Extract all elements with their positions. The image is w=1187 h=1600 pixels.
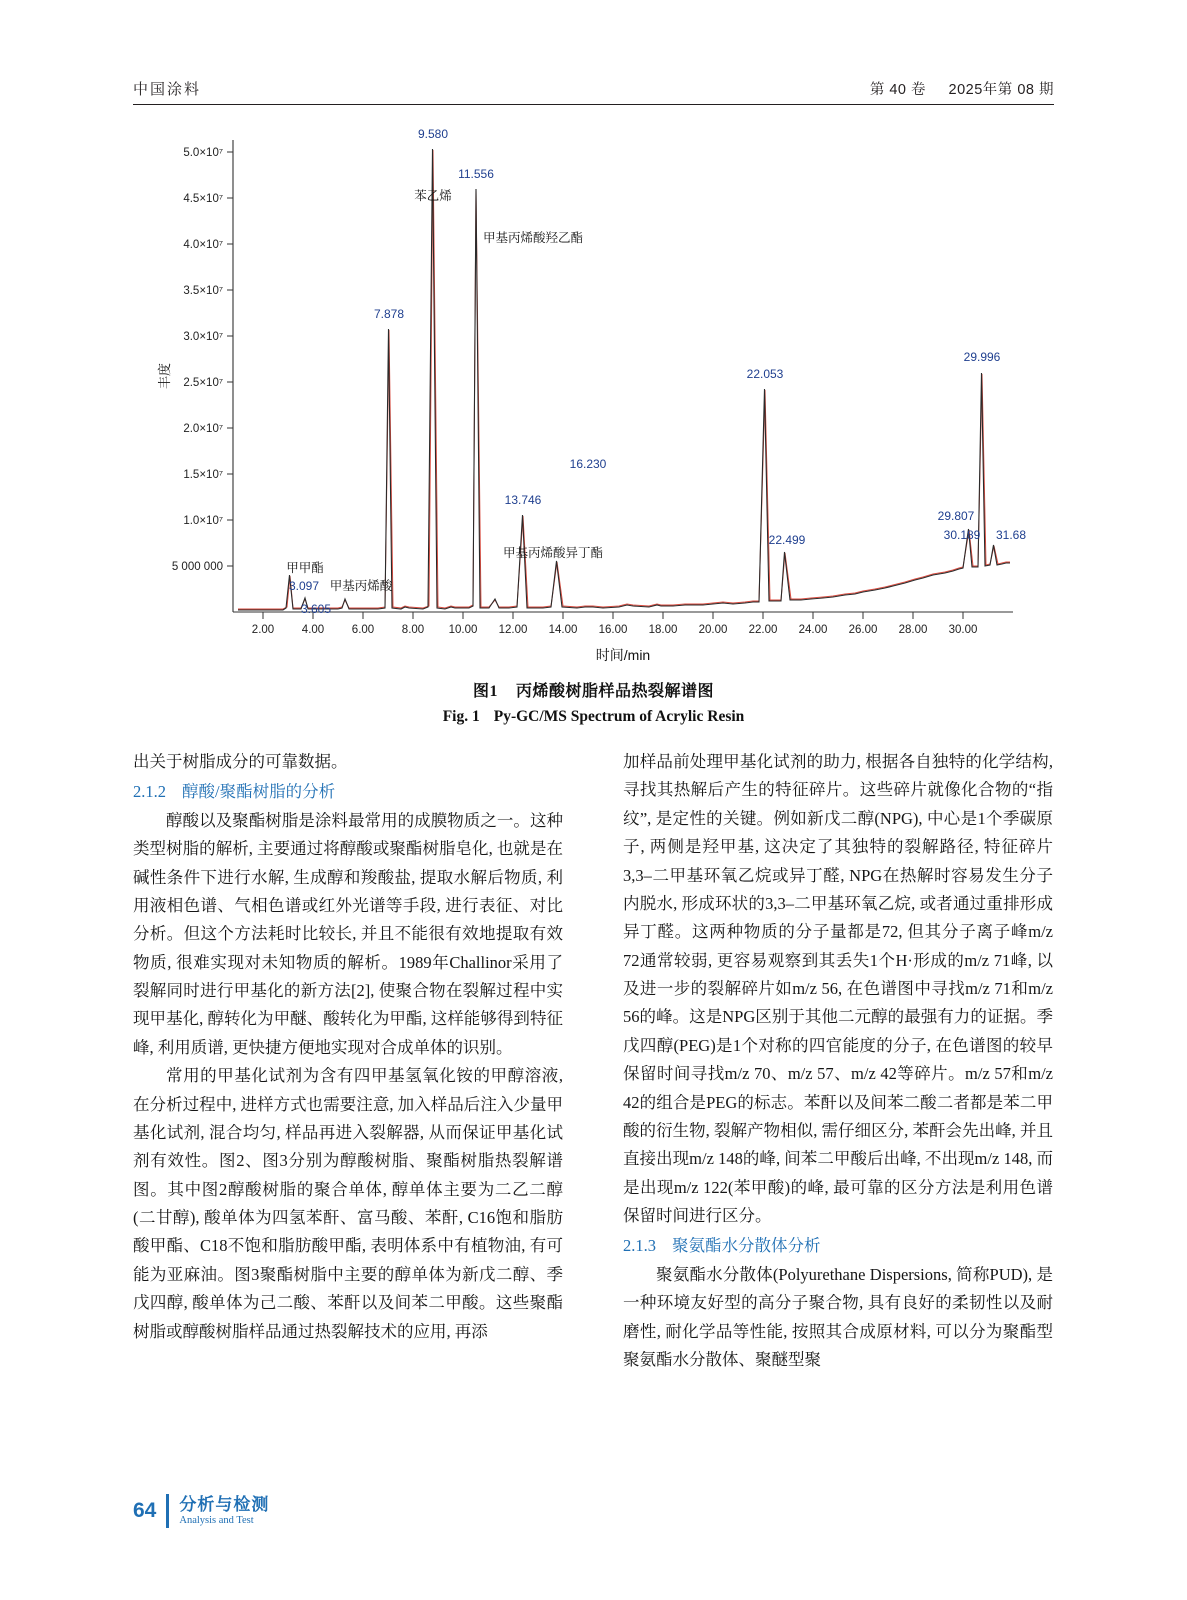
y-axis-title: 丰度 [157, 362, 172, 390]
paragraph: 加样品前处理甲基化试剂的助力, 根据各自独特的化学结构, 寻找其热解后产生的特征碎片。这些碎片就像化合物的“指纹”, 是定性的关键。例如新戊二醇(NPG), 中心是1个季碳原子, 两侧是羟甲基, 这决定了其独特的裂解路径, 特征碎片3,3–二甲基环氧乙烷或异丁醛, NPG在热解时容易发生分子内脱水, 形成环状的3,3–二甲基环氧乙烷, 或者通过重排形成异丁醛。这两种物质的分子量都是72, 但其分子离子峰m/z 72通常较弱, 更容易观察到其丢失1个H·形成的m/z 71峰, 以及进一步的裂解碎片如m/z 56, 在色谱图中寻找m/z 71和m/z 56的峰。这是NPG区别于其他二元醇的最强有力的证据。季戊四醇(PEG)是1个对称的四官能度的分子, 在色谱图的较早保留时间寻找m/z 70、m/z 57、m/z 42等碎片。m/z 57和m/z 42的组合是PEG的标志。苯酐以及间苯二酸二者都是苯二甲酸的衍生物, 裂解产物相似, 需仔细区分, 苯酐会先出峰, 并且直接出现m/z 148的峰, 间苯二甲酸后出峰, 不出现m/z 148, 而是出现m/z 122(苯甲酸)的峰, 最可靠的区分方法是利用色谱保留时间进行区分。 [623, 752, 1053, 1225]
y-tick-label: 1.5×10⁷ [183, 469, 223, 481]
y-tick-label: 2.5×10⁷ [183, 377, 223, 389]
x-tick-label: 16.00 [598, 624, 628, 636]
column-left [133, 748, 563, 1346]
page-header [133, 78, 1054, 99]
issue-label: 2025年第 08 期 [948, 82, 1054, 98]
compound-label-methyl-methacrylate: 甲甲酯 [286, 561, 324, 575]
y-tick-label: 5.0×10⁷ [183, 147, 223, 159]
compound-labels [286, 188, 603, 593]
paragraph: 出关于树脂成分的可靠数据。 [133, 752, 348, 771]
issue-info [870, 78, 1054, 99]
x-tick-label: 12.00 [498, 624, 528, 636]
section-number: 2.1.2 [133, 782, 166, 802]
paragraph: 常用的甲基化试剂为含有四甲基氢氧化铵的甲醇溶液, 在分析过程中, 进样方式也需要注意, 加入样品后注入少量甲基化试剂, 混合均匀, 样品再进入裂解器, 从而保证甲基化试剂有效性。图2、图3分别为醇酸树脂、聚酯树脂热裂解谱图。其中图2醇酸树脂的聚合单体, 醇单体主要为二乙二醇(二甘醇), 酸单体为四氢苯酐、富马酸、苯酐, C16饱和脂肪酸甲酯、C18不饱和脂肪酸甲酯, 表明体系中有植物油, 有可能为亚麻油。图3聚酯树脂中主要的醇单体为新戊二醇、季戊四醇, 酸单体为己二酸、苯酐以及间苯二甲酸。这些聚酯树脂或醇酸树脂样品通过热裂解技术的应用, 再添 [133, 1066, 563, 1341]
x-tick-label: 30.00 [948, 624, 978, 636]
peak-label-13.746: 13.746 [504, 493, 542, 507]
page-footer [133, 1494, 269, 1528]
pygcms-chromatogram [133, 120, 1054, 680]
compound-label-methacrylic-acid: 甲基丙烯酸 [329, 579, 393, 593]
figure-caption-cn [133, 680, 1054, 705]
y-axis-ticks [227, 152, 233, 566]
peak-label-16.230: 16.230 [569, 457, 607, 471]
peak-label-11.556: 11.556 [458, 167, 494, 181]
figure-caption [133, 680, 1054, 729]
footer-divider [166, 1494, 169, 1528]
journal-name: 中国涂料 [133, 81, 202, 98]
x-tick-label: 10.00 [448, 624, 478, 636]
peak-labels [289, 127, 1026, 616]
chromatogram-baseline-trace [238, 150, 1010, 609]
peak-label-7.878: 7.878 [373, 307, 405, 321]
compound-label-styrene: 苯乙烯 [414, 189, 452, 203]
peak-label-22.053: 22.053 [746, 367, 784, 381]
paragraph: 聚氨酯水分散体(Polyurethane Dispersions, 简称PUD), 是一种环境友好型的高分子聚合物, 具有良好的柔韧性以及耐磨性, 耐化学品等性能, 按照其合成原材料, 可以分为聚酯型聚氨酯水分散体、聚醚型聚 [623, 1264, 1053, 1369]
x-tick-label: 20.00 [698, 624, 728, 636]
y-tick-label: 3.0×10⁷ [183, 331, 223, 343]
chromatogram-trace [238, 149, 1010, 610]
body-columns [133, 748, 1054, 1448]
figure-caption-en-text: Py-GC/MS Spectrum of Acrylic Resin [493, 707, 745, 725]
y-tick-label: 2.0×10⁷ [183, 423, 223, 435]
section-heading-2-1-3 [623, 1232, 1053, 1260]
y-tick-labels [172, 147, 223, 573]
peak-label-22.499: 22.499 [768, 533, 806, 547]
x-tick-label: 28.00 [898, 624, 928, 636]
x-tick-label: 22.00 [748, 624, 778, 636]
section-title: 聚氨酯水分散体分析 [672, 1236, 821, 1256]
volume-label: 第 40 卷 [869, 82, 927, 98]
x-tick-label: 14.00 [548, 624, 578, 636]
x-tick-label: 6.00 [351, 624, 375, 636]
peak-label-31.68: 31.68 [995, 528, 1027, 542]
x-tick-label: 2.00 [251, 624, 275, 636]
x-tick-labels [252, 624, 978, 636]
section-number: 2.1.3 [623, 1236, 656, 1256]
figure-caption-cn-text: 丙烯酸树脂样品热裂解谱图 [516, 683, 715, 700]
compound-label-hema: 甲基丙烯酸羟乙酯 [482, 231, 584, 245]
figure-1 [133, 120, 1054, 680]
x-tick-label: 26.00 [848, 624, 878, 636]
x-tick-label: 4.00 [301, 624, 325, 636]
x-axis-title: 时间/min [595, 647, 651, 663]
peak-label-29.996: 29.996 [963, 350, 1001, 364]
y-tick-label: 3.5×10⁷ [183, 285, 223, 297]
footer-section-en: Analysis and Test [179, 1514, 254, 1526]
page-number: 64 [133, 1499, 157, 1522]
peak-label-29.807: 29.807 [937, 509, 975, 523]
section-title: 醇酸/聚酯树脂的分析 [182, 782, 336, 802]
section-heading-2-1-2 [133, 778, 563, 806]
compound-label-isobutyl-methacrylate: 甲基丙烯酸异丁酯 [502, 546, 604, 560]
peak-label-3.097: 3.097 [288, 579, 320, 593]
paragraph: 醇酸以及聚酯树脂是涂料最常用的成膜物质之一。这种类型树脂的解析, 主要通过将醇酸或聚酯树脂皂化, 也就是在碱性条件下进行水解, 生成醇和羧酸盐, 提取水解后物质, 利用液相色谱、气相色谱或红外光谱等手段, 进行表征、对比分析。但这个方法耗时比较长, 并且不能很有效地提取有效物质, 很难实现对未知物质的解析。1989年Challinor采用了裂解同时进行甲基化的新方法[2], 使聚合物在裂解过程中实现甲基化, 醇转化为甲醚、酸转化为甲酯, 这样能够得到特征峰, 利用质谱, 更快捷方便地实现对合成单体的识别。 [133, 810, 563, 1057]
y-tick-label: 4.0×10⁷ [183, 239, 223, 251]
figure-caption-cn-label: 图1 [472, 683, 498, 700]
y-tick-label: 5 000 000 [171, 561, 223, 573]
footer-section [179, 1496, 269, 1526]
peak-label-3.605: 3.605 [300, 602, 332, 616]
x-tick-label: 8.00 [401, 624, 425, 636]
peak-label-30.189: 30.189 [943, 528, 981, 542]
x-tick-label: 18.00 [648, 624, 678, 636]
header-divider [133, 104, 1054, 105]
peak-label-9.580: 9.580 [417, 127, 449, 141]
x-tick-label: 24.00 [798, 624, 828, 636]
figure-caption-en-label: Fig. 1 [442, 707, 480, 725]
x-axis-ticks [263, 612, 963, 619]
footer-section-cn: 分析与检测 [179, 1494, 270, 1514]
y-tick-label: 1.0×10⁷ [183, 515, 223, 527]
column-right [623, 748, 1053, 1374]
plot-axes [233, 140, 1013, 612]
y-tick-label: 4.5×10⁷ [183, 193, 223, 205]
figure-caption-en [133, 705, 1054, 729]
